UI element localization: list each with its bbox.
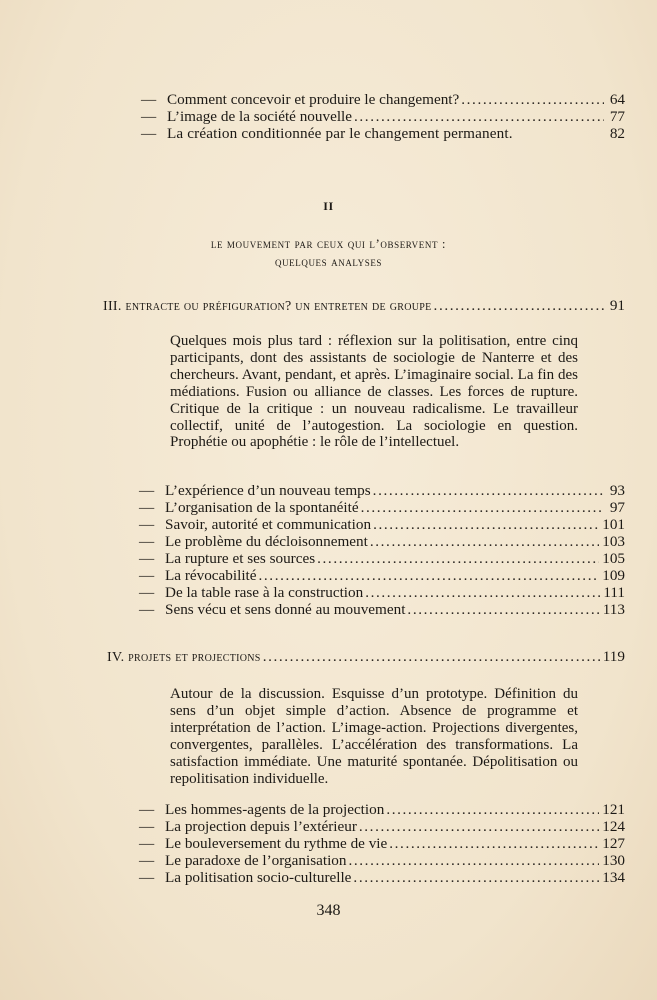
dot-leader [407, 601, 599, 618]
entry-dash: — [139, 601, 155, 618]
entry-dash: — [139, 818, 155, 835]
entry-dash: — [139, 835, 155, 852]
chapter-summary: Autour de la discussion. Esquisse d’un prototype. Définition du sens d’un objet simple d’action. Absence de programme et interprétation de l’action. L’image-action. Projections divergentes, convergentes, parallèles. L’accélération des transformations. La satisfaction immédiate. Une maturité spontanée. Dépolitisation ou repolitisation individuelle. [170, 686, 578, 787]
entry-title: De la table rase à la construction [165, 584, 364, 601]
dot-leader [263, 648, 600, 665]
dot-leader [370, 533, 599, 550]
entry-page: 130 [602, 852, 625, 869]
entry-page: 109 [602, 567, 625, 584]
dot-leader [359, 818, 599, 835]
dot-leader [259, 567, 600, 584]
entry-title: La projection depuis l’extérieur [165, 818, 357, 835]
entry-page: 121 [602, 801, 625, 818]
part-title-line2: quelques analyses [274, 254, 383, 269]
entry-dash: — [139, 516, 155, 533]
dot-leader [434, 297, 604, 314]
entry-page: 64 [609, 91, 625, 108]
dot-leader [348, 852, 599, 869]
chapter-page: 119 [602, 648, 625, 665]
entry-title: Le paradoxe de l’organisation [165, 852, 347, 869]
entry-title: Les hommes-agents de la projection [165, 801, 385, 818]
chapter-title: IV. projets et projections [107, 650, 261, 665]
entry-dash: — [139, 801, 155, 818]
entry-title: La rupture et ses sources [165, 550, 316, 567]
entry-page: 103 [602, 533, 625, 550]
dot-leader [353, 869, 599, 886]
dot-leader [317, 550, 599, 567]
entry-dash: — [139, 584, 155, 601]
entry-title: La révocabilité [165, 567, 257, 584]
entry-page: 124 [602, 818, 625, 835]
entry-title: Comment concevoir et produire le changement? [167, 91, 460, 108]
entry-page: 127 [602, 835, 625, 852]
toc-entry [139, 835, 625, 852]
dot-leader [373, 482, 604, 499]
entry-title: Le bouleversement du rythme de vie [165, 835, 388, 852]
entry-title: Le problème du décloisonnement [165, 533, 368, 550]
part-title-line1: le mouvement par ceux qui l’observent : [210, 236, 447, 251]
entry-page: 93 [609, 482, 625, 499]
entry-page: 134 [602, 869, 625, 886]
dot-leader [354, 108, 604, 125]
entry-title: L’image de la société nouvelle [167, 108, 352, 125]
entry-title: Savoir, autorité et communication [165, 516, 372, 533]
entry-dash: — [141, 125, 157, 142]
entry-title: Sens vécu et sens donné au mouvement [165, 601, 406, 618]
chapter-summary: Quelques mois plus tard : réflexion sur la politisation, entre cinq participants, dont des assistants de sociologie de Nanterre et des chercheurs. Avant, pendant, et après. L’imaginaire social. La fin des médiations. Fusion ou alliance de classes. Les forces de rupture. Critique de la critique : un nouveau radicalisme. Le travailleur collectif, unité de l’autogestion. La sociologie en question. Prophétie ou apophétie : le rôle de l’intellectuel. [170, 333, 578, 451]
toc-entry [139, 869, 625, 886]
toc-entry [139, 852, 625, 869]
toc-entry [141, 91, 625, 108]
toc-entry [141, 108, 625, 125]
entry-page: 77 [609, 108, 625, 125]
entry-dash: — [141, 91, 157, 108]
entry-page: 101 [602, 516, 625, 533]
toc-entry [139, 818, 625, 835]
toc-entry [139, 584, 625, 601]
entry-dash: — [139, 499, 155, 516]
entry-page: 111 [603, 584, 625, 601]
toc-entry [139, 516, 625, 533]
dot-leader [461, 91, 604, 108]
chapter-title: III. entracte ou préfiguration? un entreten de groupe [103, 299, 432, 314]
toc-entry [139, 601, 625, 618]
entry-title: La création conditionnée par le changement permanent. [167, 125, 513, 142]
chapter-heading [107, 648, 625, 666]
toc-entry [139, 482, 625, 499]
dot-leader [389, 835, 599, 852]
toc-entry [139, 499, 625, 516]
toc-entry [139, 567, 625, 584]
page-number: 348 [316, 902, 341, 919]
entry-title: L’expérience d’un nouveau temps [165, 482, 371, 499]
entry-dash: — [139, 869, 155, 886]
dot-leader [386, 801, 599, 818]
entry-title: L’organisation de la spontanéité [165, 499, 359, 516]
dot-leader [373, 516, 599, 533]
entry-dash: — [139, 550, 155, 567]
entry-page: 105 [602, 550, 625, 567]
chapter-page: 91 [609, 297, 625, 314]
chapter-heading [103, 297, 625, 315]
toc-entry [139, 533, 625, 550]
dot-leader [365, 584, 600, 601]
entry-title: La politisation socio-culturelle [165, 869, 352, 886]
part-numeral: II [323, 199, 334, 213]
entry-dash: — [139, 533, 155, 550]
entry-dash: — [139, 567, 155, 584]
entry-page: 113 [602, 601, 625, 618]
entry-dash: — [139, 852, 155, 869]
entry-dash: — [139, 482, 155, 499]
dot-leader [361, 499, 604, 516]
entry-dash: — [141, 108, 157, 125]
entry-page: 97 [609, 499, 625, 516]
toc-entry [141, 125, 625, 142]
entry-page: 82 [609, 125, 625, 142]
toc-entry [139, 801, 625, 818]
toc-entry [139, 550, 625, 567]
